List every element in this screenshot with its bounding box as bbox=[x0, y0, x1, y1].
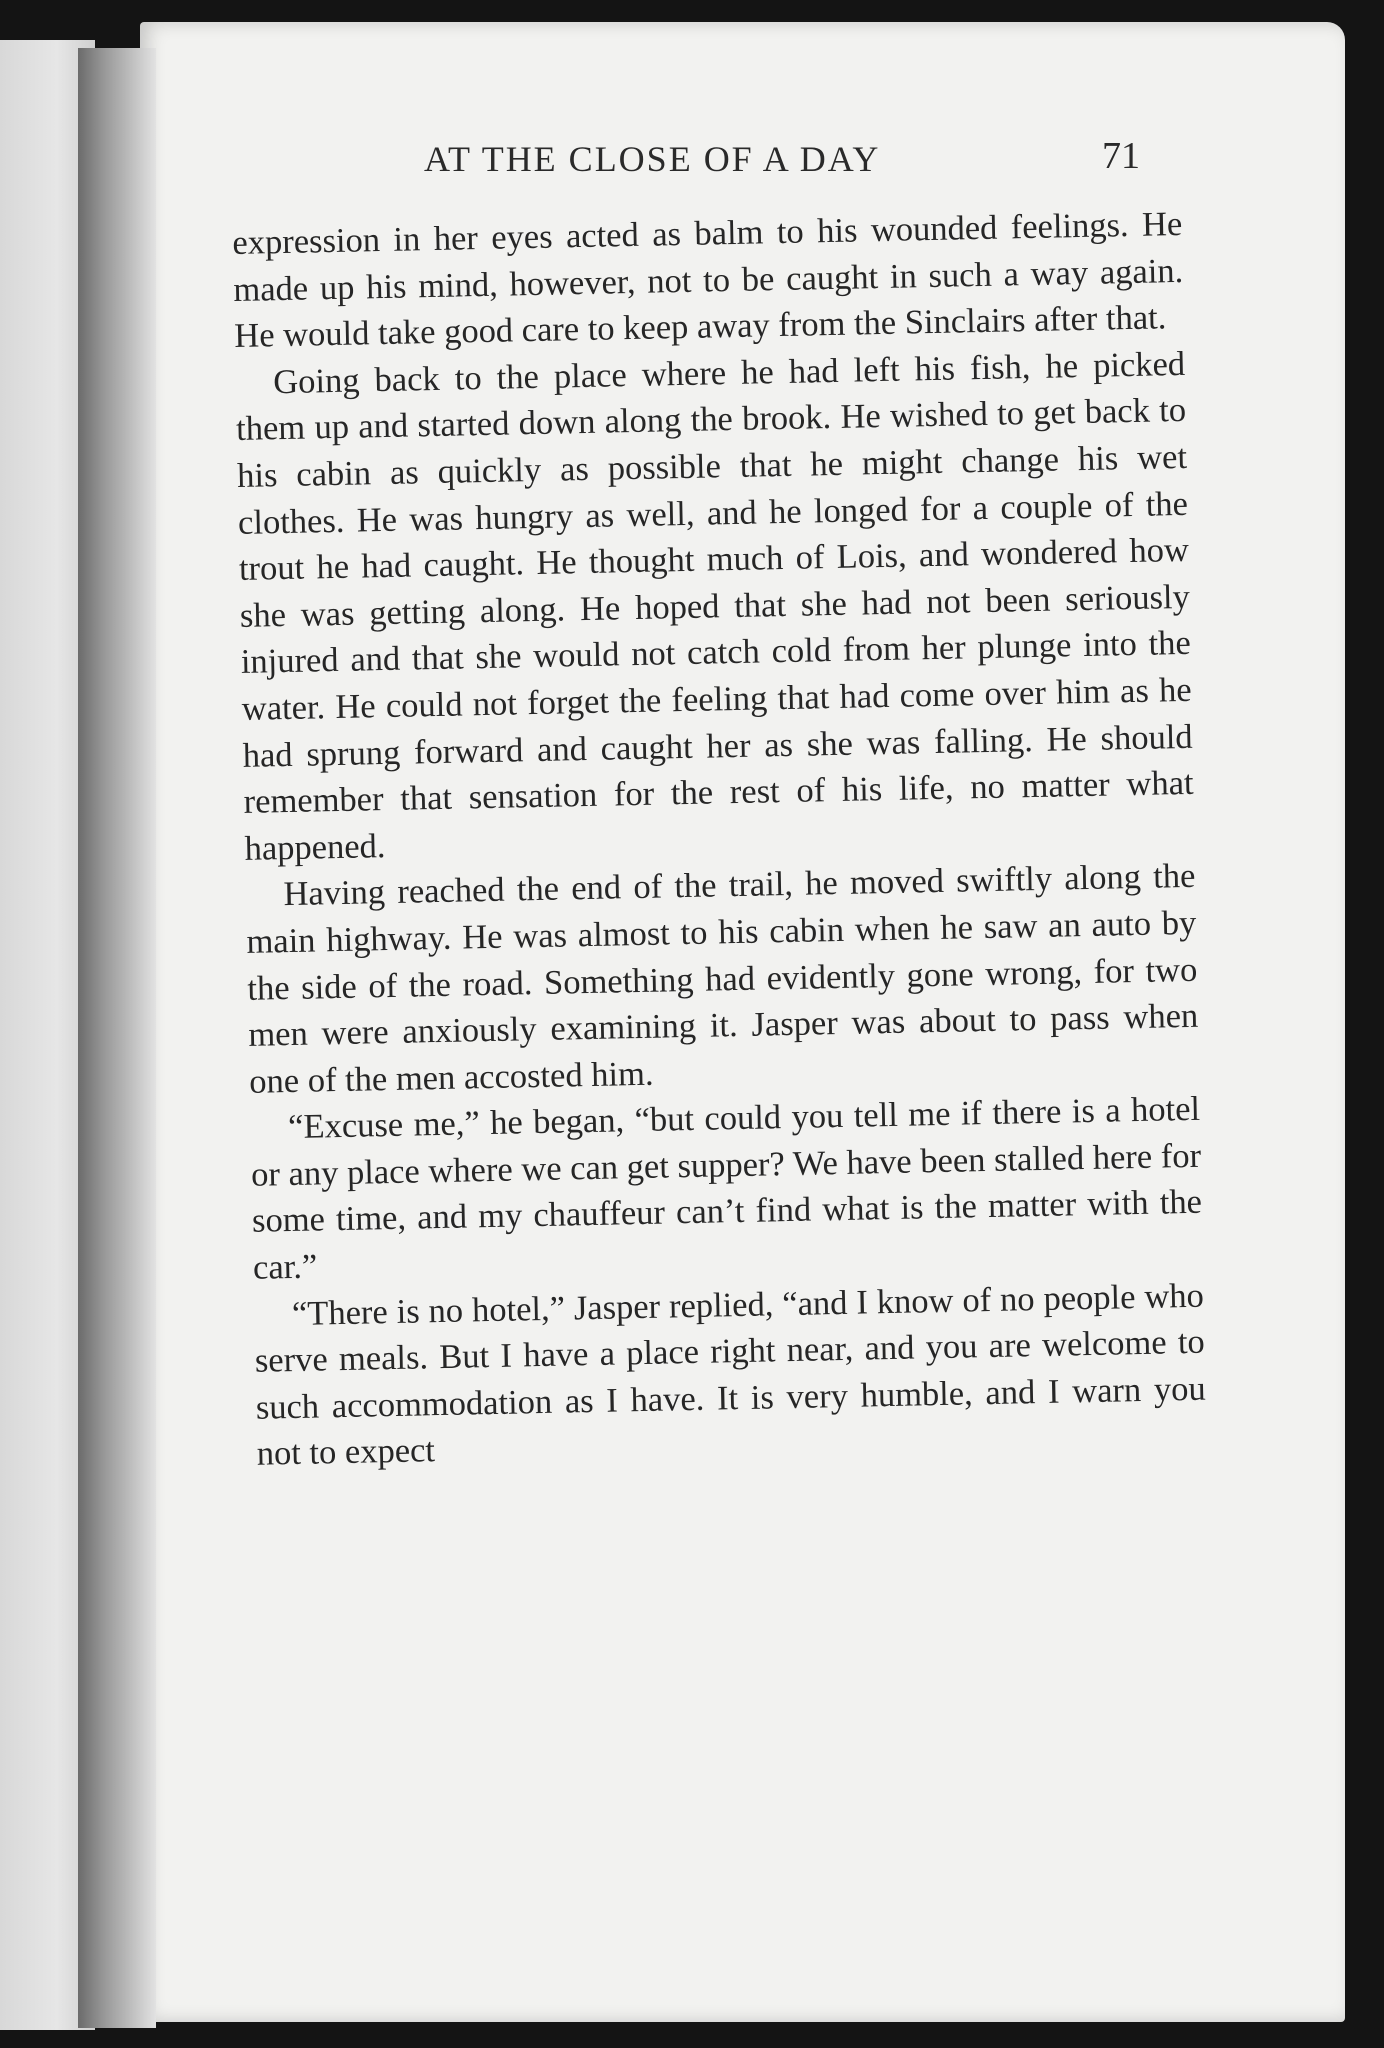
paragraph-4: “Excuse me,” he began, “but could you tell me if there is a hotel or any place where we can get supper? We have been stalled here for some time, and my chauffeur can’t find what is the matter with the car.” bbox=[250, 1090, 1203, 1287]
body-text bbox=[232, 201, 1207, 1478]
paragraph-3: Having reached the end of the trail, he moved swiftly along the main highway. He was almost to his cabin when he saw an auto by the side of the road. Something had evidently gone wrong, for two men were anxiously examining it. Jasper was about to pass when one of the men accosted him. bbox=[246, 857, 1199, 1101]
running-head: AT THE CLOSE OF A DAY bbox=[424, 139, 881, 179]
paragraph-2: Going back to the place where he had left his fish, he picked them up and started down along the brook. He wished to get back to his cabin as quickly as possible that he might change his wet clothes. He was hungry as well, and he longed for a couple of the trout he had caught. He thought much of Lois, and wondered how she was getting along. He hoped that she had not been seriously injured and that she would not catch cold from her plunge into the water. He could not forget the feeling that had come over him as he had sprung forward and caught her as she was falling. He should remember that sensation for the rest of his life, no matter what happened. bbox=[235, 344, 1194, 868]
paragraph-5: “There is no hotel,” Jasper replied, “and I know of no people who serve meals. But I have a place right near, and you are welcome to such accommodation as I have. It is very humble, and I warn you not to expect bbox=[254, 1276, 1207, 1474]
spine-shadow bbox=[78, 48, 156, 2028]
page-number: 71 bbox=[1102, 135, 1140, 177]
paragraph-1: expression in her eyes acted as balm to his wounded feelings. He made up his mind, however, not to be caught in such a way again. He would take good care to keep away from the Sinclairs after that. bbox=[232, 204, 1184, 356]
